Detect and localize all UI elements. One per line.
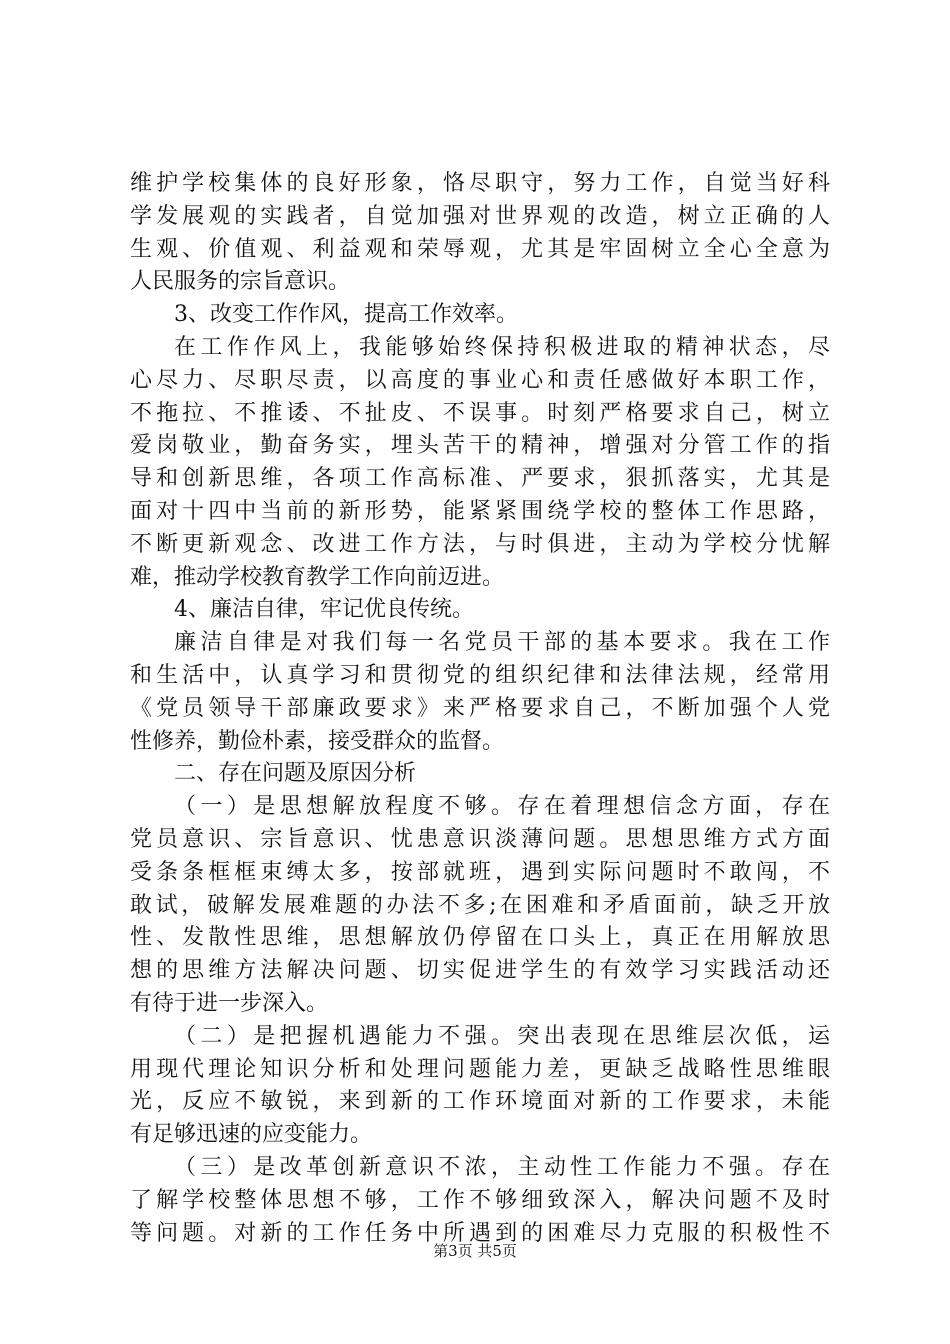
text-line: 敢试，破解发展难题的办法不多;在困难和矛盾面前，缺乏开放 bbox=[130, 892, 830, 918]
text-line: 受条条框框束缚太多，按部就班，遇到实际问题时不敢闯，不 bbox=[130, 859, 830, 885]
text-line: 有足够迅速的应变能力。 bbox=[130, 1122, 373, 1148]
text-line: 性、发散性思维，思想解放仍停留在口头上，真正在用解放思 bbox=[130, 925, 830, 951]
text-line: 3、改变工作作风，提高工作效率。 bbox=[174, 302, 518, 328]
body-text bbox=[130, 168, 830, 1250]
text-line: （二）是把握机遇能力不强。突出表现在思维层次低，运 bbox=[174, 1023, 830, 1049]
text-line: 和生活中，认真学习和贯彻党的组织纪律和法律法规，经常用 bbox=[130, 662, 830, 688]
text-line: 学发展观的实践者，自觉加强对世界观的改造，树立正确的人 bbox=[130, 203, 830, 229]
page-footer: 第3页 共5页 bbox=[433, 1242, 517, 1260]
text-line: 维护学校集体的良好形象，恪尽职守，努力工作，自觉当好科 bbox=[130, 171, 830, 196]
text-line: 《党员领导干部廉政要求》来严格要求自己，不断加强个人党 bbox=[130, 695, 830, 721]
text-line: 不断更新观念、改进工作方法，与时俱进，主动为学校分忧解 bbox=[130, 531, 830, 557]
text-line: 不拖拉、不推诿、不扯皮、不误事。时刻严格要求自己，树立 bbox=[130, 400, 830, 426]
text-line: 难，推动学校教育教学工作向前迈进。 bbox=[130, 564, 505, 590]
text-line: 4、廉洁自律，牢记优良传统。 bbox=[174, 597, 474, 623]
text-line: 廉洁自律是对我们每一名党员干部的基本要求。我在工作 bbox=[174, 630, 830, 656]
text-line: 生观、价值观、利益观和荣辱观，尤其是牢固树立全心全意为 bbox=[130, 236, 830, 262]
text-line: 等问题。对新的工作任务中所遇到的困难尽力克服的积极性不 bbox=[130, 1220, 830, 1246]
text-line: 在工作作风上，我能够始终保持积极进取的精神状态，尽 bbox=[174, 334, 830, 360]
text-line: 人民服务的宗旨意识。 bbox=[130, 269, 351, 295]
text-line: 用现代理论知识分析和处理问题能力差，更缺乏战略性思维眼 bbox=[130, 1056, 830, 1082]
text-line: （三）是改革创新意识不浓，主动性工作能力不强。存在 bbox=[174, 1154, 830, 1180]
text-line: 心尽力、尽职尽责，以高度的事业心和责任感做好本职工作， bbox=[130, 367, 830, 393]
text-line: 爱岗敬业，勤奋务实，埋头苦干的精神，增强对分管工作的指 bbox=[130, 433, 830, 459]
text-line: 二、存在问题及原因分析 bbox=[174, 761, 417, 787]
text-line: 党员意识、宗旨意识、忧患意识淡薄问题。思想思维方式方面 bbox=[130, 826, 830, 852]
text-line: 想的思维方法解决问题、切实促进学生的有效学习实践活动还 bbox=[130, 958, 830, 984]
text-line: 有待于进一步深入。 bbox=[130, 990, 329, 1016]
text-line: 了解学校整体思想不够，工作不够细致深入，解决问题不及时 bbox=[130, 1187, 830, 1213]
text-line: 导和创新思维，各项工作高标准、严要求，狠抓落实，尤其是 bbox=[130, 466, 830, 492]
text-line: 面对十四中当前的新形势，能紧紧围绕学校的整体工作思路， bbox=[130, 498, 830, 524]
text-line: （一）是思想解放程度不够。存在着理想信念方面，存在 bbox=[174, 794, 830, 820]
text-line: 光，反应不敏锐，来到新的工作环境面对新的工作要求，未能 bbox=[130, 1089, 830, 1115]
text-line: 性修养，勤俭朴素，接受群众的监督。 bbox=[130, 728, 505, 754]
